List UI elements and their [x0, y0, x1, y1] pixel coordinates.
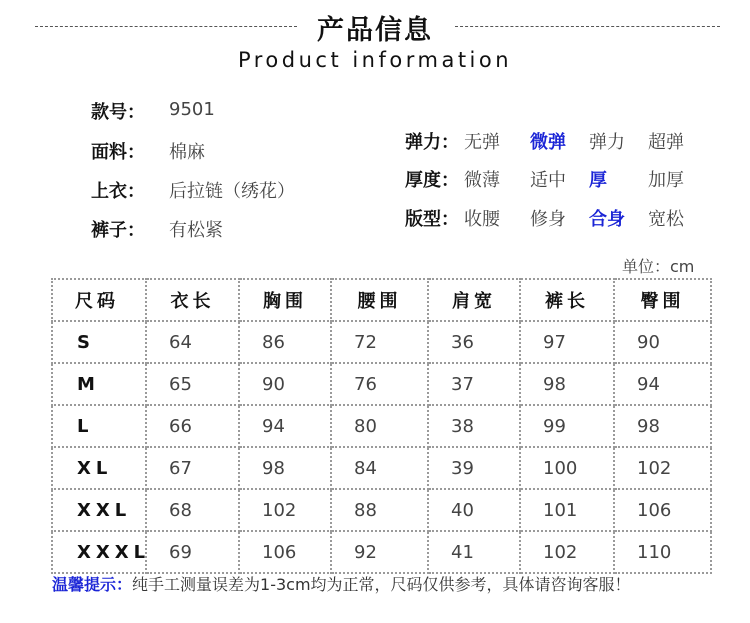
column-header: 臀围: [614, 279, 711, 321]
table-cell: 101: [520, 489, 614, 531]
table-cell: 88: [331, 489, 428, 531]
info-value-pants: 有松紧: [169, 220, 223, 241]
table-header-row: [52, 279, 711, 321]
info-value-fabric: 棉麻: [169, 142, 205, 163]
page-title: 产品信息: [317, 15, 433, 46]
column-header: 衣长: [146, 279, 239, 321]
size-table: [51, 278, 712, 574]
attr-option: 宽松: [648, 209, 684, 230]
table-row: [52, 321, 711, 363]
table-cell: 39: [428, 447, 520, 489]
note-text: 纯手工测量误差为1-3cm均为正常，尺码仅供参考，具体请咨询客服！: [132, 575, 631, 594]
table-cell: 106: [614, 489, 711, 531]
info-label-fabric: 面料：: [91, 142, 145, 163]
attr-option-selected: 微弹: [530, 132, 566, 153]
attr-option: 适中: [530, 170, 566, 191]
table-cell: 72: [331, 321, 428, 363]
table-cell: L: [52, 405, 146, 447]
table-cell: 92: [331, 531, 428, 573]
table-cell: 65: [146, 363, 239, 405]
table-cell: 38: [428, 405, 520, 447]
column-header: 裤长: [520, 279, 614, 321]
info-label-style-no: 款号：: [91, 102, 145, 123]
table-cell: XXXL: [52, 531, 146, 573]
table-row: [52, 447, 711, 489]
attr-option: 超弹: [648, 132, 684, 153]
attr-option: 微薄: [464, 170, 500, 191]
table-cell: 67: [146, 447, 239, 489]
info-label-pants: 裤子：: [91, 220, 145, 241]
unit-label: 单位：cm: [622, 257, 695, 276]
table-row: [52, 405, 711, 447]
attr-option: 弹力: [589, 132, 625, 153]
page-subtitle: Product information: [237, 48, 513, 72]
table-cell: 102: [520, 531, 614, 573]
table-cell: 66: [146, 405, 239, 447]
table-cell: 41: [428, 531, 520, 573]
attr-label-fit: 版型：: [405, 209, 459, 230]
table-cell: 94: [614, 363, 711, 405]
table-cell: 84: [331, 447, 428, 489]
table-cell: 40: [428, 489, 520, 531]
table-cell: 76: [331, 363, 428, 405]
info-value-top: 后拉链（绣花）: [169, 181, 295, 202]
table-cell: 98: [239, 447, 331, 489]
note-label: 温馨提示：: [52, 575, 133, 594]
column-header: 胸围: [239, 279, 331, 321]
attr-option-selected: 厚: [589, 170, 607, 191]
table-row: [52, 531, 711, 573]
attr-option-selected: 合身: [589, 209, 625, 230]
attr-label-thickness: 厚度：: [405, 170, 459, 191]
table-cell: 99: [520, 405, 614, 447]
table-cell: 68: [146, 489, 239, 531]
table-cell: 97: [520, 321, 614, 363]
column-header: 尺码: [52, 279, 146, 321]
table-cell: 69: [146, 531, 239, 573]
table-cell: 64: [146, 321, 239, 363]
table-cell: 102: [239, 489, 331, 531]
table-cell: 98: [614, 405, 711, 447]
table-cell: 110: [614, 531, 711, 573]
table-cell: XL: [52, 447, 146, 489]
attr-option: 收腰: [464, 209, 500, 230]
table-cell: 37: [428, 363, 520, 405]
table-cell: 106: [239, 531, 331, 573]
attr-option: 加厚: [648, 170, 684, 191]
attr-option: 无弹: [464, 132, 500, 153]
attr-option: 修身: [530, 209, 566, 230]
table-cell: XXL: [52, 489, 146, 531]
info-label-top: 上衣：: [91, 181, 145, 202]
measurement-note: [52, 572, 631, 595]
table-cell: 100: [520, 447, 614, 489]
column-header: 腰围: [331, 279, 428, 321]
table-row: [52, 363, 711, 405]
table-cell: S: [52, 321, 146, 363]
column-header: 肩宽: [428, 279, 520, 321]
table-cell: 90: [239, 363, 331, 405]
attr-label-elasticity: 弹力：: [405, 132, 459, 153]
table-cell: 86: [239, 321, 331, 363]
table-cell: 90: [614, 321, 711, 363]
table-cell: 94: [239, 405, 331, 447]
info-value-style-no: 9501: [169, 99, 215, 120]
table-cell: M: [52, 363, 146, 405]
table-row: [52, 489, 711, 531]
table-cell: 98: [520, 363, 614, 405]
table-cell: 80: [331, 405, 428, 447]
table-cell: 36: [428, 321, 520, 363]
table-cell: 102: [614, 447, 711, 489]
